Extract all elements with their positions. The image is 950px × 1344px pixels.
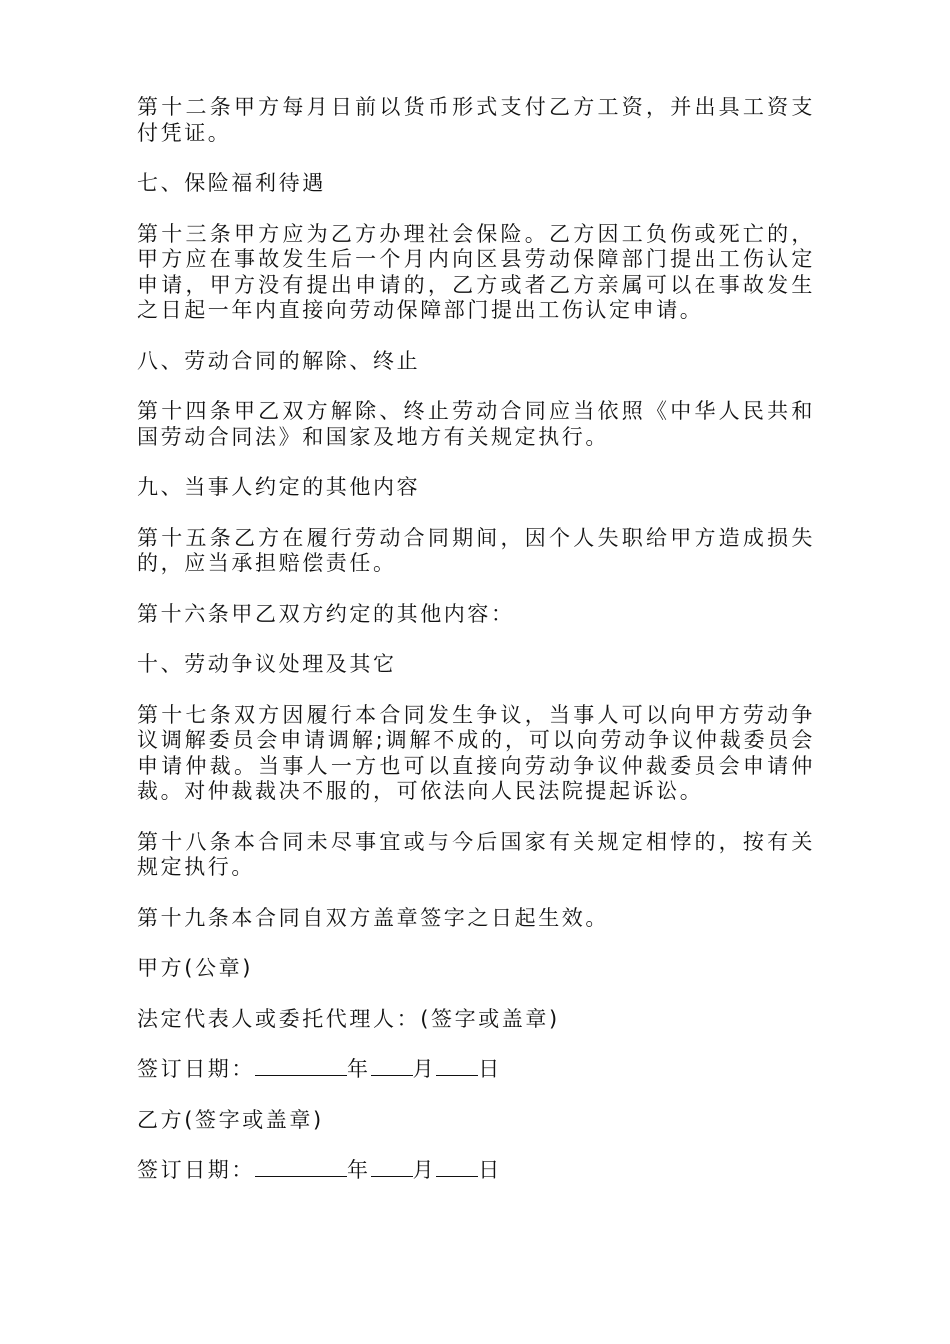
- year-blank: [255, 1158, 347, 1177]
- section-8-heading: 八、劳动合同的解除、终止: [137, 348, 421, 373]
- month-blank: [371, 1057, 413, 1076]
- day-label: 日: [478, 1057, 502, 1081]
- signing-date-label: 签订日期：: [137, 1158, 255, 1182]
- section-9-heading: 九、当事人约定的其他内容: [137, 475, 421, 499]
- party-a-representative: 法定代表人或委托代理人：(签字或盖章): [137, 1006, 560, 1031]
- party-a-seal: 甲方(公章): [137, 956, 253, 980]
- day-label: 日: [478, 1158, 502, 1182]
- article-15: 第十五条乙方在履行劳动合同期间，因个人失职给甲方造成损失的，应当承担赔偿责任。: [137, 525, 815, 575]
- year-blank: [255, 1057, 347, 1076]
- contract-page: [137, 95, 815, 1209]
- article-13: 第十三条甲方应为乙方办理社会保险。乙方因工负伤或死亡的，甲方应在事故发生后一个月内向区县劳动保障部门提出工伤认定申请，甲方没有提出申请的，乙方或者乙方亲属可以在事故发生之日起一年内直接向劳动保障部门提出工伤认定申请。: [137, 221, 815, 322]
- month-label: 月: [412, 1057, 437, 1081]
- article-17: 第十七条双方因履行本合同发生争议，当事人可以向甲方劳动争议调解委员会申请调解;调解不成的，可以向劳动争议仲裁委员会申请仲裁。当事人一方也可以直接向劳动争议仲裁委员会申请仲裁。对仲裁裁决不服的，可依法向人民法院提起诉讼。: [137, 702, 815, 803]
- signing-date-label: 签订日期：: [137, 1057, 255, 1081]
- section-10-heading: 十、劳动争议处理及其它: [137, 652, 397, 676]
- year-label: 年: [347, 1057, 371, 1081]
- article-16: 第十六条甲乙双方约定的其他内容：: [137, 601, 515, 626]
- article-19: 第十九条本合同自双方盖章签字之日起生效。: [137, 905, 609, 930]
- month-label: 月: [412, 1158, 437, 1182]
- article-12: 第十二条甲方每月日前以货币形式支付乙方工资，并出具工资支付凭证。: [137, 95, 815, 145]
- article-18: 第十八条本合同未尽事宜或与今后国家有关规定相悖的，按有关规定执行。: [137, 829, 815, 879]
- party-a-signing-date: [137, 1057, 815, 1083]
- year-label: 年: [347, 1158, 371, 1182]
- party-b-signing-date: [137, 1158, 815, 1184]
- section-7-heading: 七、保险福利待遇: [137, 171, 326, 195]
- month-blank: [371, 1158, 413, 1177]
- day-blank: [436, 1057, 478, 1076]
- day-blank: [436, 1158, 478, 1177]
- article-14: 第十四条甲乙双方解除、终止劳动合同应当依照《中华人民共和国劳动合同法》和国家及地方有关规定执行。: [137, 399, 815, 449]
- party-b-signature: 乙方(签字或盖章): [137, 1107, 324, 1132]
